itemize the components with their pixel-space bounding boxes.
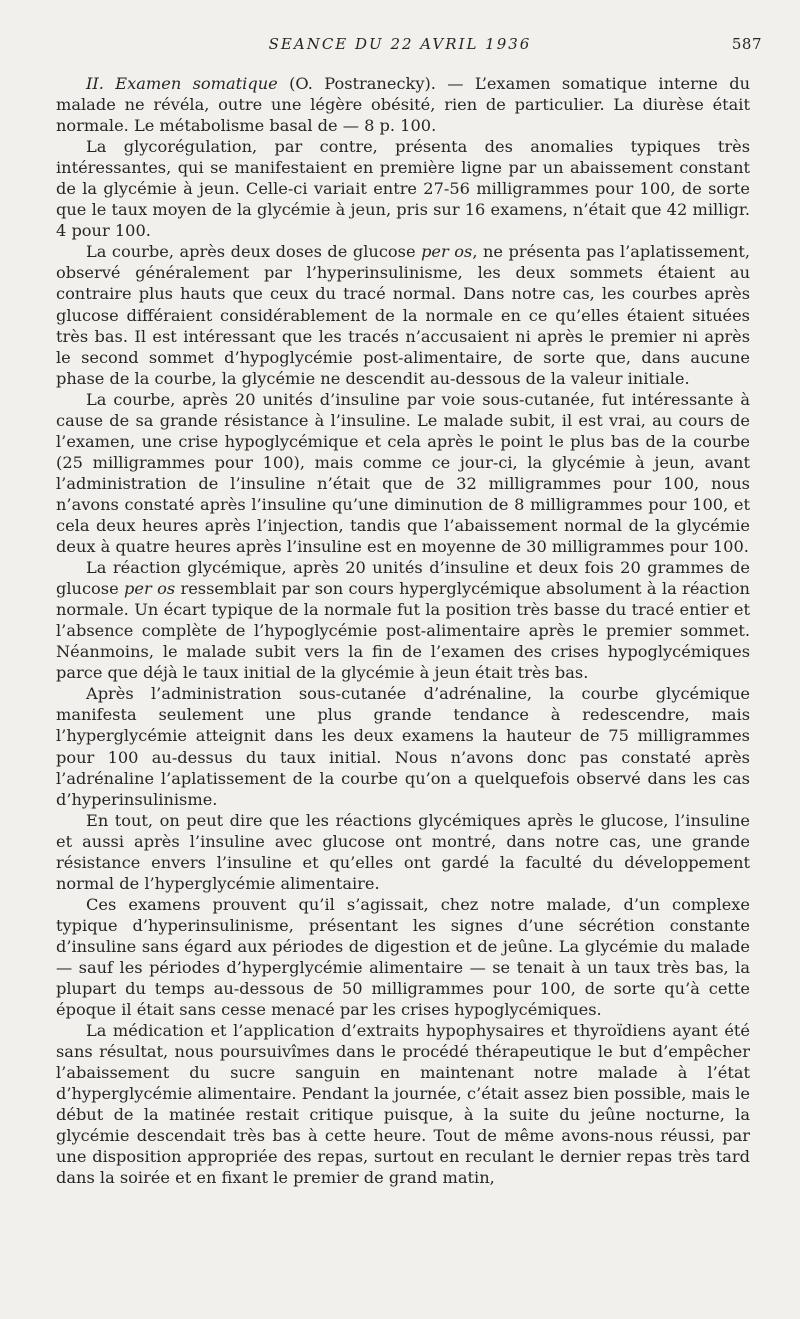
- paragraph-en-tout: [56, 810, 750, 894]
- paragraph-text: (O. Postranecky). — L’examen somatique interne du malade ne révéla, outre une légère obésité, rien de particulier. La diurèse était normale. Le métabolisme basal de — 8 p. 100.: [56, 74, 750, 136]
- paragraph-text: La glycorégulation, par contre, présenta des anomalies typiques très intéressantes, qui se manifestaient en première ligne par un abaissement constant de la glycémie à jeun. Celle-ci variait entre 27-56 milligrammes pour 100, de sorte que le taux moyen de la glycémie à jeun, pris sur 16 examens, n’était que 42 milligr. 4 pour 100.: [56, 137, 750, 241]
- page-number: 587: [731, 35, 762, 53]
- paragraph-medication: [56, 1020, 750, 1188]
- page-header: [0, 33, 800, 55]
- section-heading: II. Examen somatique: [86, 74, 278, 93]
- paragraph-examen-somatique: [56, 73, 750, 136]
- paragraph-lead: La courbe, après deux doses de glucose: [86, 242, 422, 262]
- paragraph-italic: per os: [124, 579, 176, 599]
- paragraph-text: En tout, on peut dire que les réactions glycémiques après le glucose, l’insuline et aussi après l’insuline avec glucose ont montré, dans notre cas, une grande résistance envers l’insuline et qu’elles ont gardé la faculté du développement normal de l’hyperglycémie alimentaire.: [56, 810, 750, 893]
- paragraph-lead: La réaction glycémique, après 20 unités d’insuline et deux fois 20 grammes de glucose: [56, 558, 750, 599]
- paragraph-text: Ces examens prouvent qu’il s’agissait, chez notre malade, d’un complexe typique d’hyperinsulinisme, présentant les signes d’une sécrétion constante d’insuline sans égard aux périodes de digestion et de jeûne. La glycémie du malade — sauf les périodes d’hyperglycémie alimentaire — se tenait à un taux très bas, la plupart du temps au-dessous de 50 milligrammes pour 100, de sorte qu’à cette époque il était sans cesse menacé par les crises hypoglycémiques.: [56, 894, 750, 1020]
- paragraph-courbe-insuline: [56, 389, 750, 557]
- body-text: [56, 73, 750, 1188]
- paragraph-text: La médication et l’application d’extraits hypophysaires et thyroïdiens ayant été sans résultat, nous poursuivîmes dans le procédé thérapeutique le but d’empêcher l’abaissement du sucre sanguin en maintenant notre malade à l’état d’hyperglycémie alimentaire. Pendant la journée, c’était assez bien possible, mais le début de la matinée restait critique puisque, à la suite du jeûne nocturne, la glycémie descendait très bas à cette heure. Tout de même avons-nous réussi, par une disposition appropriée des repas, surtout en reculant le dernier repas très tard dans la soirée et en fixant le premier de grand matin,: [56, 1021, 750, 1188]
- paragraph-courbe-glucose: [56, 241, 750, 388]
- paragraph-reaction-glycemique: [56, 557, 750, 683]
- paragraph-text: Après l’administration sous-cutanée d’adrénaline, la courbe glycémique manifesta seulement une plus grande tendance à redescendre, mais l’hyperglycémie atteignit dans les deux examens la hauteur de 75 milligrammes pour 100 au-dessus du taux initial. Nous n’avons donc pas constaté après l’adrénaline l’aplatissement de la courbe qu’on a quelquefois observé dans les cas d’hyperinsulinisme.: [56, 684, 750, 809]
- paragraph-ces-examens: [56, 894, 750, 1020]
- paragraph-glycoregulation: [56, 136, 750, 241]
- paragraph-italic: per os: [421, 242, 473, 262]
- running-title: SEANCE DU 22 AVRIL 1936: [268, 35, 532, 53]
- paragraph-adrenaline: [56, 683, 750, 809]
- paragraph-text: La courbe, après 20 unités d’insuline par voie sous-cutanée, fut intéressante à cause de sa grande résistance à l’insuline. Le malade subit, il est vrai, au cours de l’examen, une crise hypoglycémique et cela après le point le plus bas de la courbe (25 milligrammes pour 100), mais comme ce jour-ci, la glycémie à jeun, avant l’administration de l’insuline n’était que de 32 milligrammes pour 100, nous n’avons constaté après l’insuline qu’une diminution de 8 milligrammes pour 100, et cela deux heures après l’injection, tandis que l’abaissement normal de la glycémie deux à quatre heures après l’insuline est en moyenne de 30 milligrammes pour 100.: [56, 389, 750, 557]
- paragraph-text: ressemblait par son cours hyperglycémique absolument à la réaction normale. Un écart typique de la normale fut la position très basse du tracé entier et l’absence complète de l’hypoglycémie post-alimentaire après le premier sommet. Néanmoins, le malade subit vers la fin de l’examen des crises hypoglycémiques parce que déjà le taux initial de la glycémie à jeun était très bas.: [56, 579, 750, 683]
- paragraph-text: , ne présenta pas l’aplatissement, observé généralement par l’hyperinsulinisme, les deux sommets étaient au contraire plus hauts que ceux du tracé normal. Dans notre cas, les courbes après glucose différaient considérablement de la normale en ce qu’elles étaient situées très bas. Il est intéressant que les tracés n’accusaient ni après le premier ni après le second sommet d’hypoglycémie post-alimentaire, de sorte que, dans aucune phase de la courbe, la glycémie ne descendit au-dessous de la valeur initiale.: [56, 242, 751, 388]
